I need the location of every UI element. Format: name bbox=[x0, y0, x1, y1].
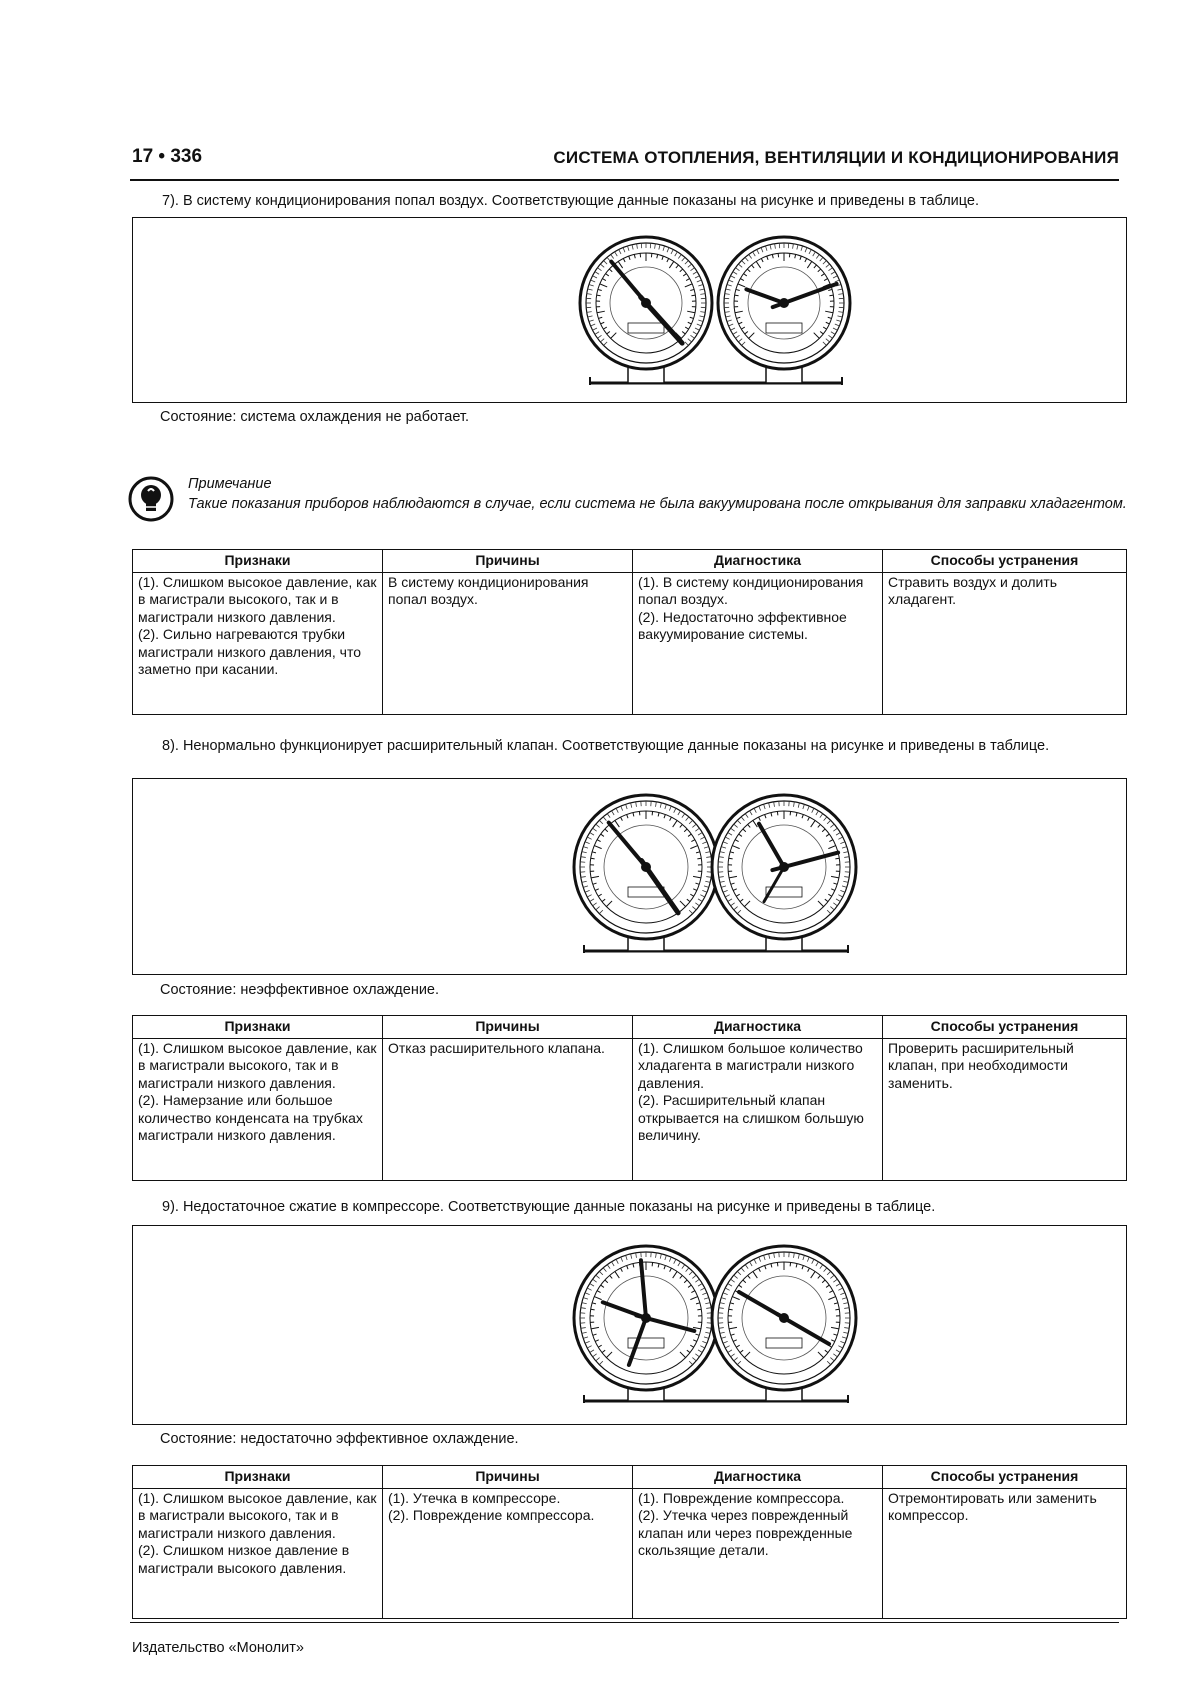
table-row bbox=[133, 572, 1127, 714]
cell-symptoms: (1). Слишком высокое давление, как в магистрали высокого, так и в магистрали низкого давления. (2). Слишком низкое давление в магистрали высокого давления. bbox=[133, 1488, 383, 1618]
gauge-tick bbox=[835, 858, 839, 859]
section-title: СИСТЕМА ОТОПЛЕНИЯ, ВЕНТИЛЯЦИИ И КОНДИЦИОНИРОВАНИЯ bbox=[553, 148, 1119, 167]
header-causes: Причины bbox=[383, 550, 633, 573]
gauge-tick bbox=[597, 295, 601, 296]
header-diagnostics: Диагностика bbox=[633, 1016, 883, 1039]
page-number: 17 • 336 bbox=[132, 146, 203, 167]
lightbulb-note-icon bbox=[128, 476, 174, 522]
pressure-gauge bbox=[712, 795, 856, 951]
publisher: Издательство «Монолит» bbox=[132, 1640, 304, 1656]
gauge-tick bbox=[691, 295, 695, 296]
gauge-tick bbox=[729, 1309, 733, 1310]
gauge-figure-7 bbox=[132, 217, 1127, 403]
header-symptoms: Признаки bbox=[133, 1016, 383, 1039]
diagnosis-table-8 bbox=[132, 1015, 1127, 1181]
header-remedies: Способы устранения bbox=[883, 550, 1127, 573]
gauge-tick bbox=[591, 858, 595, 859]
header-diagnostics: Диагностика bbox=[633, 550, 883, 573]
note-title: Примечание bbox=[188, 476, 272, 492]
section-7-intro: 7). В систему кондиционирования попал воздух. Соответствующие данные показаны на рисунке и приведены в таблице. bbox=[162, 193, 980, 209]
table-row bbox=[133, 1038, 1127, 1180]
gauge-hub bbox=[641, 1313, 651, 1323]
cell-diagnostics: (1). Слишком большое количество хладагента в магистрали низкого давления. (2). Расширительный клапан открывается на слишком большую величину. bbox=[633, 1038, 883, 1180]
section-8-state: Состояние: неэффективное охлаждение. bbox=[160, 982, 440, 998]
gauge-tick bbox=[697, 858, 701, 859]
cell-remedies: Отремонтировать или заменить компрессор. bbox=[883, 1488, 1127, 1618]
cell-diagnostics: (1). В систему кондиционирования попал воздух. (2). Недостаточно эффективное вакуумирование системы. bbox=[633, 572, 883, 714]
header-symptoms: Признаки bbox=[133, 550, 383, 573]
gauge-tick bbox=[735, 295, 739, 296]
pressure-gauge bbox=[718, 237, 850, 383]
diagnosis-table-9 bbox=[132, 1465, 1127, 1619]
footer-rule bbox=[130, 1622, 1119, 1623]
header-symptoms: Признаки bbox=[133, 1466, 383, 1489]
diagnosis-table-7 bbox=[132, 549, 1127, 715]
gauge-drawing bbox=[133, 1226, 1126, 1424]
cell-remedies: Проверить расширительный клапан, при необходимости заменить. bbox=[883, 1038, 1127, 1180]
header-remedies: Способы устранения bbox=[883, 1466, 1127, 1489]
cell-symptoms: (1). Слишком высокое давление, как в магистрали высокого, так и в магистрали низкого давления. (2). Сильно нагреваются трубки магистрали низкого давления, что заметно при касании. bbox=[133, 572, 383, 714]
header-remedies: Способы устранения bbox=[883, 1016, 1127, 1039]
section-8-intro: 8). Ненормально функционирует расширительный клапан. Соответствующие данные показаны на рисунке и приведены в таблице. bbox=[162, 738, 1050, 754]
section-9-intro: 9). Недостаточное сжатие в компрессоре. Соответствующие данные показаны на рисунке и приведены в таблице. bbox=[162, 1199, 936, 1215]
gauge-hub bbox=[779, 298, 789, 308]
cell-causes: В систему кондиционирования попал воздух. bbox=[383, 572, 633, 714]
table-row bbox=[133, 1488, 1127, 1618]
gauge-figure-9 bbox=[132, 1225, 1127, 1425]
pressure-gauge bbox=[580, 237, 712, 383]
section-7-state: Состояние: система охлаждения не работает. bbox=[160, 409, 469, 425]
header-diagnostics: Диагностика bbox=[633, 1466, 883, 1489]
gauge-tick bbox=[835, 1309, 839, 1310]
gauge-tick bbox=[829, 295, 833, 296]
pressure-gauge bbox=[712, 1246, 856, 1401]
gauge-drawing bbox=[133, 218, 1126, 402]
gauge-hub bbox=[641, 862, 651, 872]
cell-symptoms: (1). Слишком высокое давление, как в магистрали высокого, так и в магистрали низкого давления. (2). Намерзание или большое количество конденсата на трубках магистрали низкого давления. bbox=[133, 1038, 383, 1180]
header-causes: Причины bbox=[383, 1016, 633, 1039]
gauge-hub bbox=[779, 1313, 789, 1323]
pressure-gauge bbox=[574, 795, 718, 951]
gauge-tick bbox=[697, 1309, 701, 1310]
header-causes: Причины bbox=[383, 1466, 633, 1489]
pressure-gauge bbox=[574, 1246, 718, 1401]
section-9-state: Состояние: недостаточно эффективное охлаждение. bbox=[160, 1431, 519, 1447]
cell-causes: Отказ расширительного клапана. bbox=[383, 1038, 633, 1180]
header-rule bbox=[130, 179, 1119, 181]
cell-causes: (1). Утечка в компрессоре. (2). Повреждение компрессора. bbox=[383, 1488, 633, 1618]
note-text: Такие показания приборов наблюдаются в случае, если система не была вакуумирована после открывания для заправки хладагентом. bbox=[188, 496, 1127, 512]
gauge-hub bbox=[779, 862, 789, 872]
gauge-tick bbox=[591, 1309, 595, 1310]
cell-diagnostics: (1). Повреждение компрессора. (2). Утечка через поврежденный клапан или через поврежденные скользящие детали. bbox=[633, 1488, 883, 1618]
gauge-tick bbox=[729, 858, 733, 859]
cell-remedies: Стравить воздух и долить хладагент. bbox=[883, 572, 1127, 714]
gauge-figure-8 bbox=[132, 778, 1127, 975]
gauge-hub bbox=[641, 298, 651, 308]
gauge-drawing bbox=[133, 779, 1126, 974]
